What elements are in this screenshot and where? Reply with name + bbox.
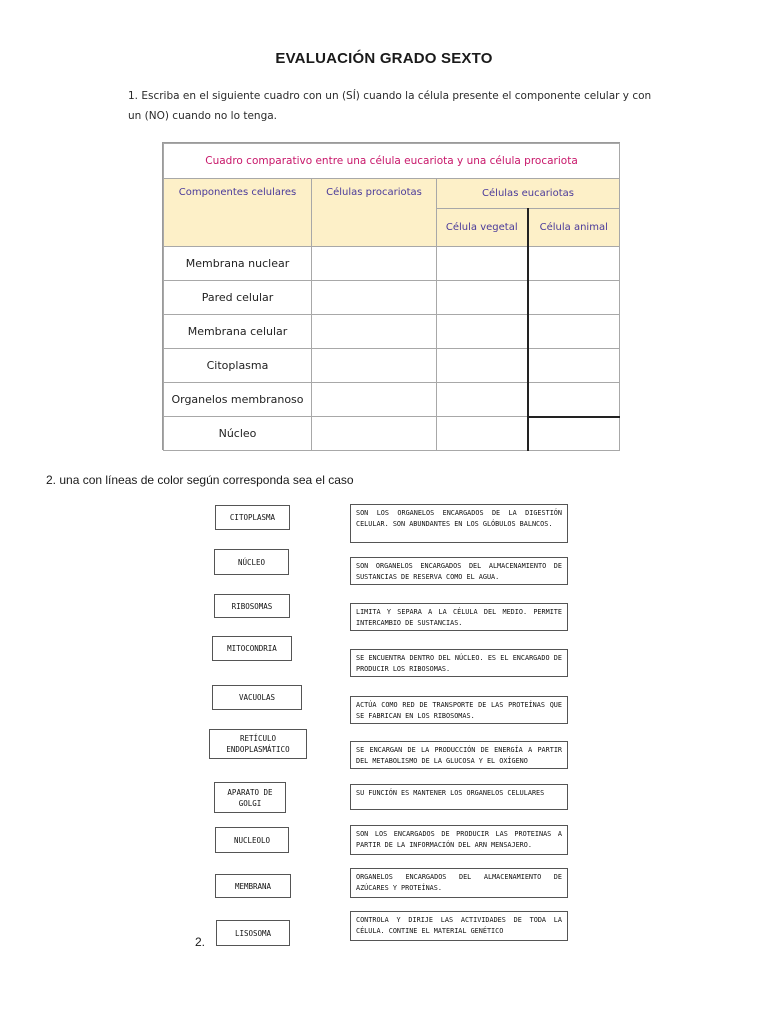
answer-cell[interactable]	[437, 383, 528, 417]
term-box-nucleolo[interactable]: NUCLEOLO	[215, 827, 289, 853]
answer-cell[interactable]	[312, 417, 437, 451]
answer-cell[interactable]	[528, 315, 620, 349]
definition-box[interactable]: SON ORGANELOS ENCARGADOS DEL ALMACENAMIENTO DE SUSTANCIAS DE RESERVA COMO EL AGUA.	[350, 557, 568, 585]
row-label: Pared celular	[164, 281, 312, 315]
table-row	[164, 247, 620, 281]
answer-cell[interactable]	[437, 417, 528, 451]
answer-cell[interactable]	[312, 315, 437, 349]
term-box-lisosoma[interactable]: LISOSOMA	[216, 920, 290, 946]
table-row	[164, 383, 620, 417]
answer-cell[interactable]	[528, 281, 620, 315]
definition-box[interactable]: SE ENCARGAN DE LA PRODUCCIÓN DE ENERGÍA A PARTIR DEL METABOLISMO DE LA GLUCOSA Y EL OXÍGENO	[350, 741, 568, 769]
term-box-ribosomas[interactable]: RIBOSOMAS	[214, 594, 290, 618]
answer-cell[interactable]	[437, 247, 528, 281]
table-caption: Cuadro comparativo entre una célula eucariota y una célula procariota	[164, 144, 620, 179]
term-box-reticulo-endoplasmatico[interactable]: RETÍCULO ENDOPLASMÁTICO	[209, 729, 307, 759]
header-components: Componentes celulares	[164, 179, 312, 247]
answer-cell[interactable]	[437, 349, 528, 383]
answer-cell[interactable]	[528, 383, 620, 417]
term-box-nucleo[interactable]: NÚCLEO	[214, 549, 289, 575]
answer-cell[interactable]	[312, 247, 437, 281]
answer-cell[interactable]	[437, 281, 528, 315]
definition-box[interactable]: CONTROLA Y DIRIJE LAS ACTIVIDADES DE TODA LA CÉLULA. CONTINE EL MATERIAL GENÉTICO	[350, 911, 568, 941]
term-box-aparato-de-golgi[interactable]: APARATO DE GOLGI	[214, 782, 286, 813]
term-box-membrana[interactable]: MEMBRANA	[215, 874, 291, 898]
instruction-line-2: un (NO) cuando no lo tenga.	[128, 110, 278, 122]
header-eukaryote: Células eucariotas	[437, 179, 620, 209]
term-box-mitocondria[interactable]: MITOCONDRIA	[212, 636, 292, 661]
question-2-instruction: 2. una con líneas de color según corresponda sea el caso	[46, 473, 354, 487]
answer-cell[interactable]	[528, 417, 620, 451]
table-row	[164, 315, 620, 349]
definition-box[interactable]: SU FUNCIÓN ES MANTENER LOS ORGANELOS CELULARES	[350, 784, 568, 810]
answer-cell[interactable]	[437, 315, 528, 349]
footer-number: 2.	[195, 935, 206, 949]
answer-cell[interactable]	[312, 383, 437, 417]
row-label: Membrana nuclear	[164, 247, 312, 281]
term-box-vacuolas[interactable]: VACUOLAS	[212, 685, 302, 710]
table-row	[164, 417, 620, 451]
answer-cell[interactable]	[312, 349, 437, 383]
definition-box[interactable]: SE ENCUENTRA DENTRO DEL NÚCLEO. ES EL ENCARGADO DE PRODUCIR LOS RIBOSOMAS.	[350, 649, 568, 677]
header-animal-cell: Célula animal	[528, 209, 620, 247]
row-label: Membrana celular	[164, 315, 312, 349]
definition-box[interactable]: LIMITA Y SEPARA A LA CÉLULA DEL MEDIO. PERMITE INTERCAMBIO DE SUSTANCIAS.	[350, 603, 568, 631]
header-prokaryote: Células procariotas	[312, 179, 437, 247]
instruction-line-1: 1. Escriba en el siguiente cuadro con un (SÍ) cuando la célula presente el componente celular y con	[128, 90, 652, 102]
table-row	[164, 349, 620, 383]
definition-box[interactable]: SON LOS ORGANELOS ENCARGADOS DE LA DIGESTIÓN CELULAR. SON ABUNDANTES EN LOS GLÓBULOS BALNCOS.	[350, 504, 568, 543]
definition-box[interactable]: SON LOS ENCARGADOS DE PRODUCIR LAS PROTEINAS A PARTIR DE LA INFORMACIÓN DEL ARN MENSAJERO.	[350, 825, 568, 855]
comparison-table	[162, 142, 620, 450]
definition-box[interactable]: ACTÚA COMO RED DE TRANSPORTE DE LAS PROTEÍNAS QUE SE FABRICAN EN LOS RIBOSOMAS.	[350, 696, 568, 724]
question-1-instruction	[128, 86, 652, 126]
row-label: Organelos membranoso	[164, 383, 312, 417]
row-label: Citoplasma	[164, 349, 312, 383]
header-plant-cell: Célula vegetal	[437, 209, 528, 247]
answer-cell[interactable]	[312, 281, 437, 315]
table-row	[164, 281, 620, 315]
term-box-citoplasma[interactable]: CITOPLASMA	[215, 505, 290, 530]
answer-cell[interactable]	[528, 349, 620, 383]
definition-box[interactable]: ORGANELOS ENCARGADOS DEL ALMACENAMIENTO DE AZÚCARES Y PROTEÍNAS.	[350, 868, 568, 898]
page-title: EVALUACIÓN GRADO SEXTO	[275, 50, 493, 67]
answer-cell[interactable]	[528, 247, 620, 281]
row-label: Núcleo	[164, 417, 312, 451]
